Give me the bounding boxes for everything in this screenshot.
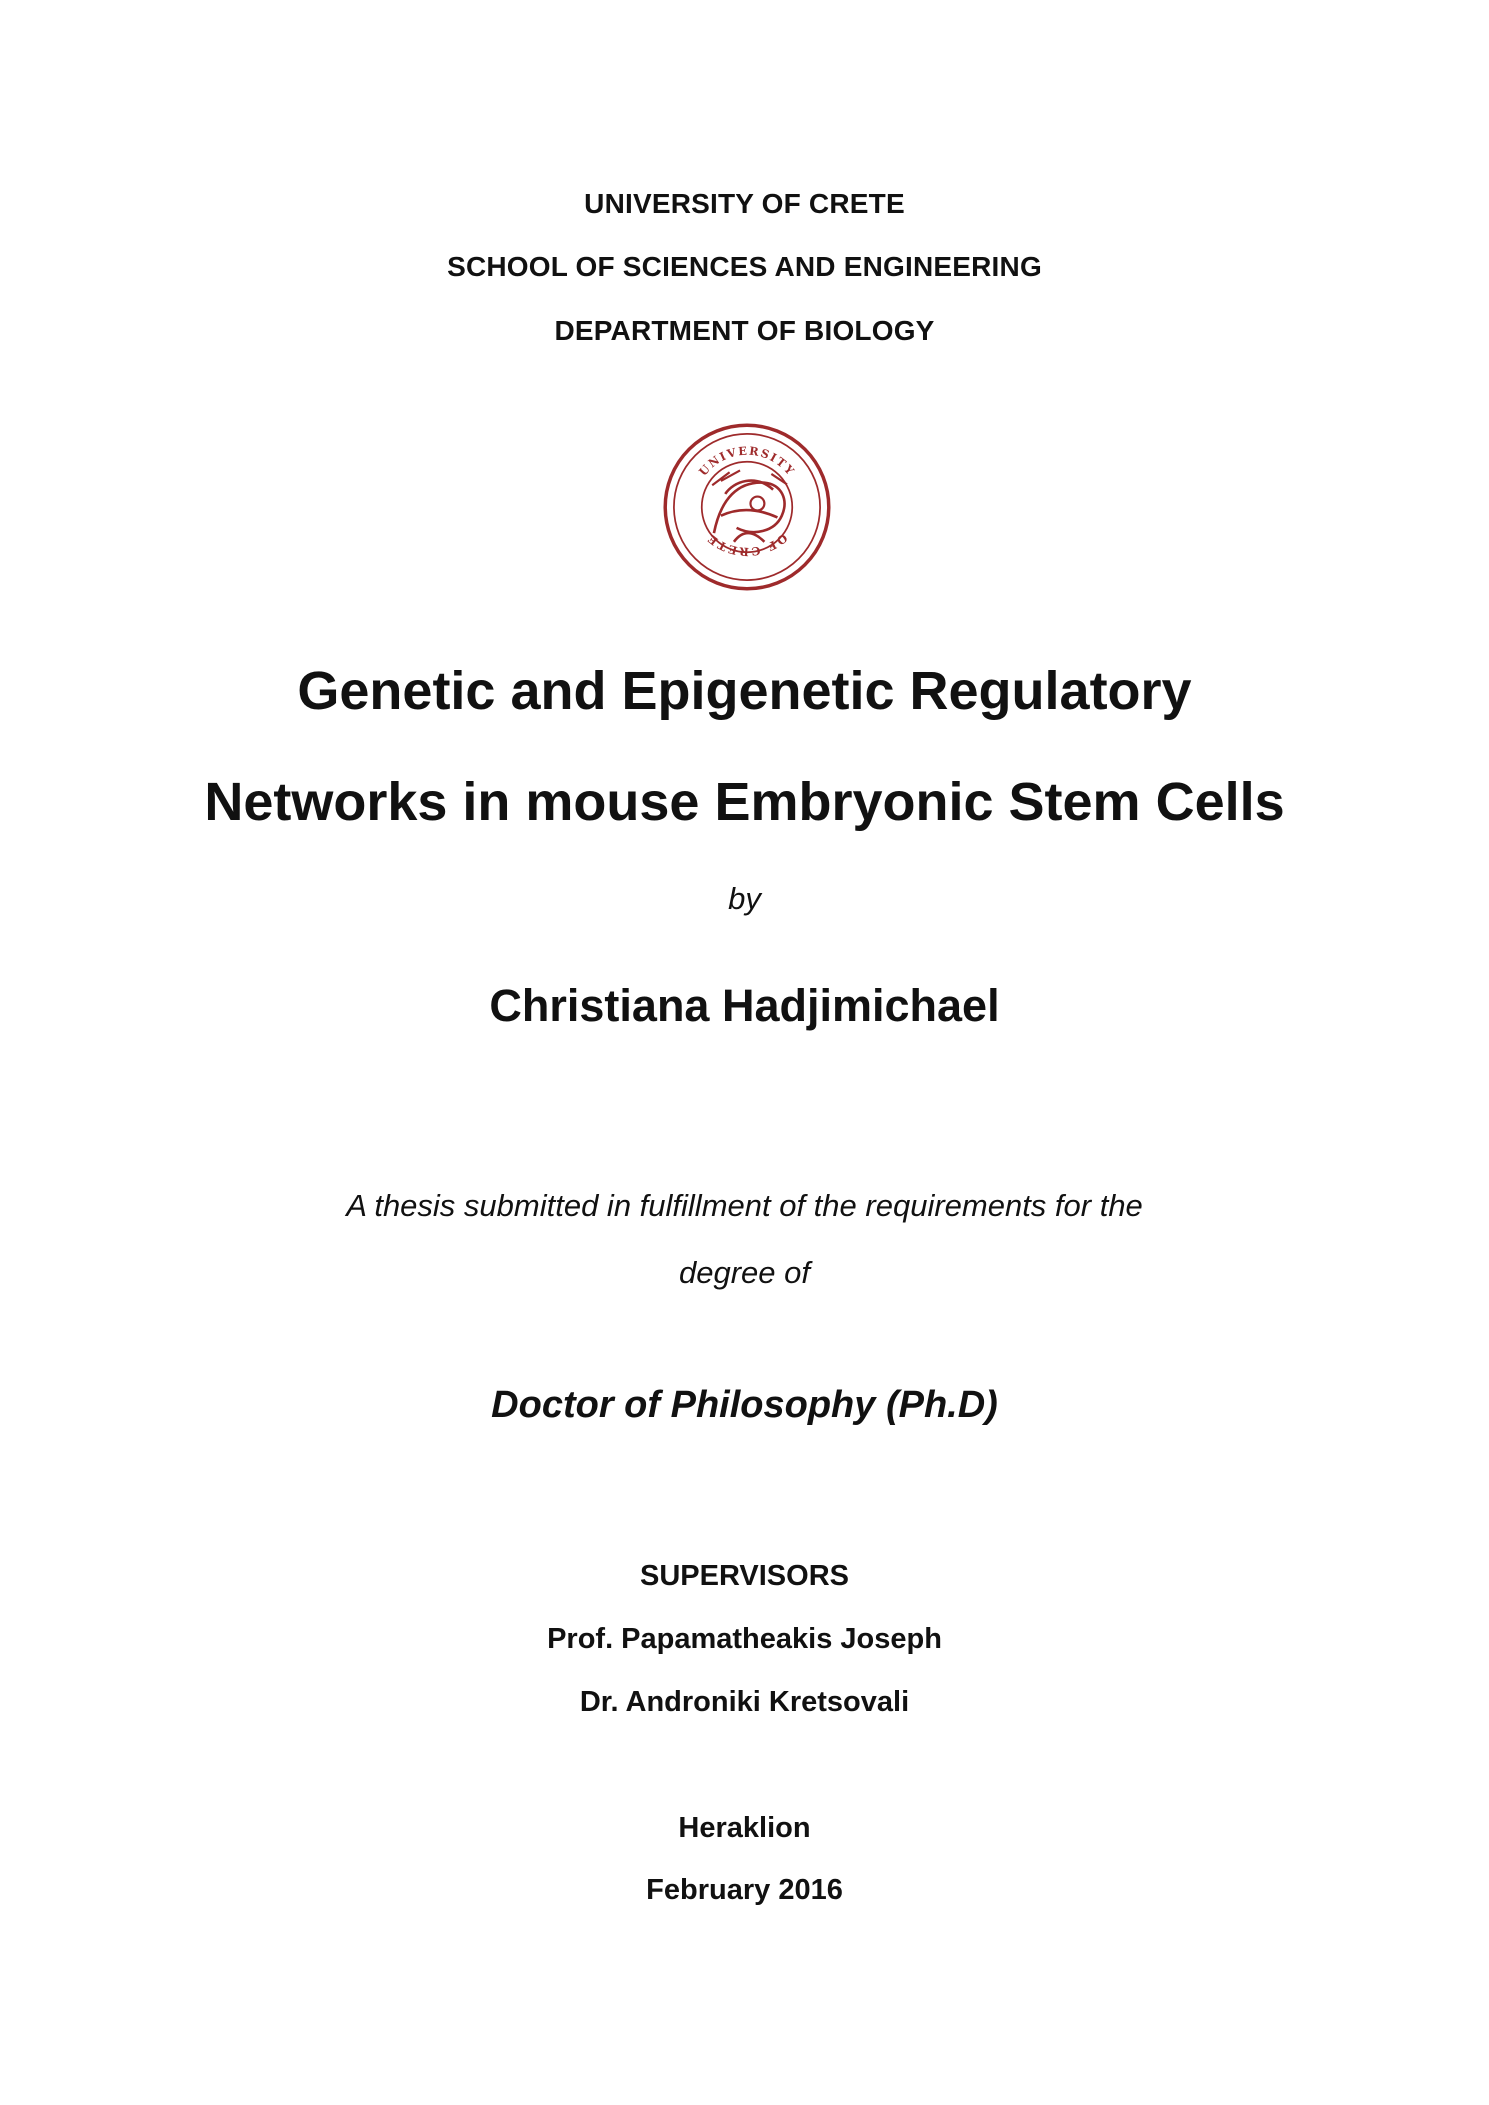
university-name: UNIVERSITY OF CRETE: [584, 188, 905, 219]
supervisor-name: Dr. Androniki Kretsovali: [579, 1686, 910, 1718]
thesis-statement-line-1: A thesis submitted in fulfillment of the requirements for the: [346, 1188, 1143, 1223]
date: February 2016: [646, 1874, 843, 1906]
thesis-title-line-2: Networks in mouse Embryonic Stem Cells: [204, 772, 1285, 832]
by-label: by: [728, 881, 761, 916]
author-name: Christiana Hadjimichael: [489, 980, 1000, 1031]
department-name: DEPARTMENT OF BIOLOGY: [554, 315, 935, 346]
svg-text:OF CRETE: OF CRETE: [703, 530, 791, 559]
place: Heraklion: [678, 1812, 811, 1844]
supervisors-heading: SUPERVISORS: [640, 1560, 849, 1592]
school-name: SCHOOL OF SCIENCES AND ENGINEERING: [447, 251, 1042, 282]
supervisor-name: Prof. Papamatheakis Joseph: [547, 1623, 942, 1655]
university-of-crete-seal-icon: [660, 420, 834, 594]
svg-text:UNIVERSITY: UNIVERSITY: [695, 443, 799, 479]
thesis-statement-line-2: degree of: [679, 1255, 810, 1290]
thesis-title-line-1: Genetic and Epigenetic Regulatory: [297, 661, 1192, 721]
degree-name: Doctor of Philosophy (Ph.D): [491, 1384, 998, 1426]
